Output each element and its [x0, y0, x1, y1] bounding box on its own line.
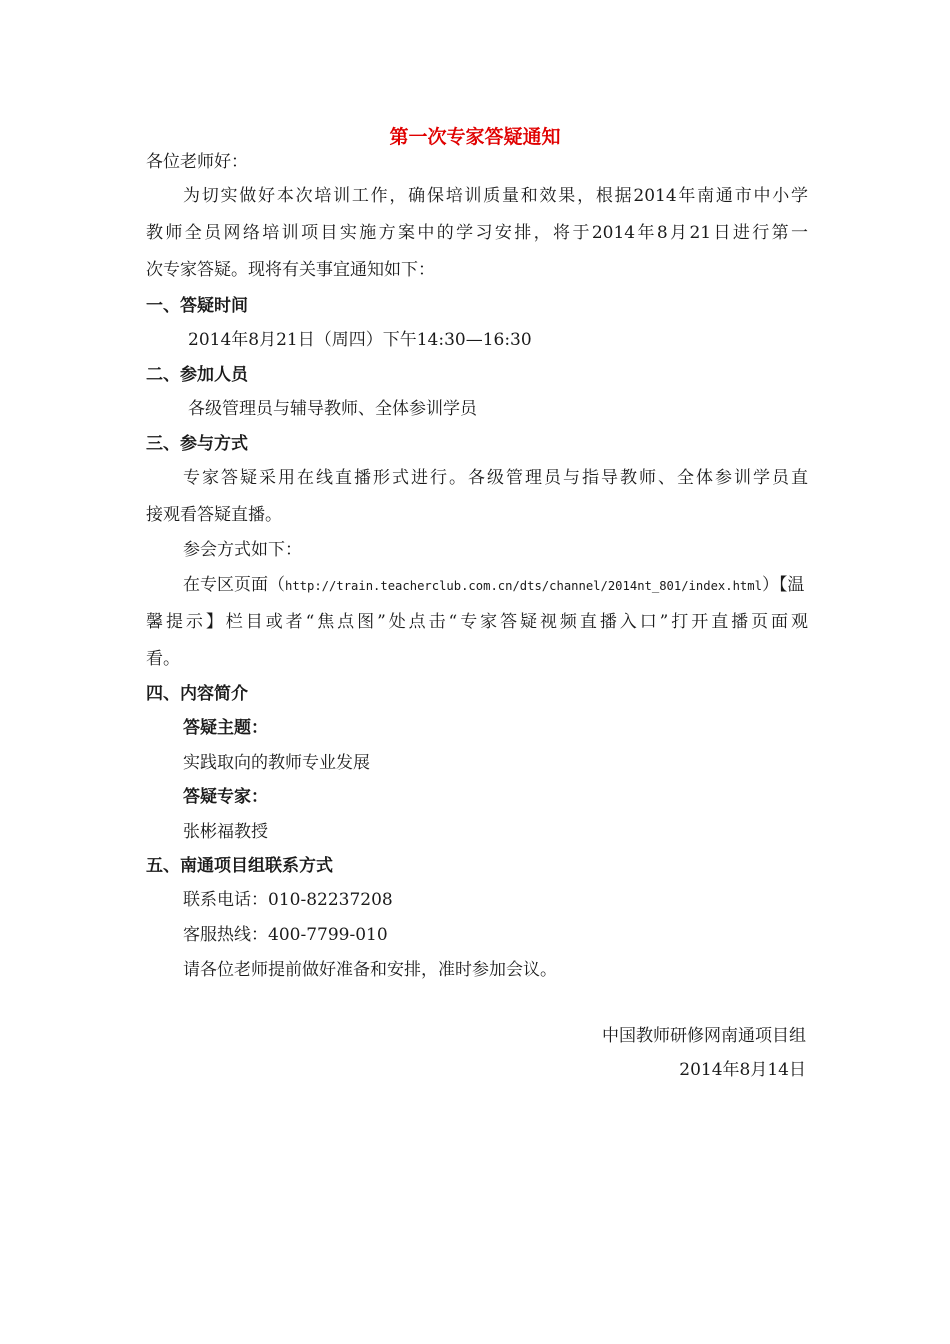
closing-text: 请各位老师提前做好准备和安排，准时参加会议。 [183, 960, 557, 980]
section-2-body: 各级管理员与辅导教师、全体参训学员 [188, 399, 477, 419]
section-1-body: 2014年8月21日（周四）下午14:30—16:30 [188, 330, 532, 350]
section-3-p1-line-1: 专家答疑采用在线直播形式进行。各级管理员与指导教师、全体参训学员直 [183, 468, 808, 488]
zone-page-url[interactable]: http://train.teacherclub.com.cn/dts/channel/2014nt_801/index.html [285, 579, 762, 593]
signature-date: 2014年8月14日 [679, 1060, 806, 1080]
section-3-p3-line-3: 看。 [146, 649, 180, 669]
expert-value: 张彬福教授 [183, 822, 268, 842]
section-3-p2: 参会方式如下： [183, 540, 302, 560]
contact-phone: 联系电话：010-82237208 [183, 890, 393, 910]
section-2-heading: 二、参加人员 [146, 365, 248, 385]
intro-line-1: 为切实做好本次培训工作，确保培训质量和效果，根据2014年南通市中小学 [183, 186, 808, 206]
intro-line-2: 教师全员网络培训项目实施方案中的学习安排，将于2014年8月21日进行第一 [146, 223, 808, 243]
notice-title: 第一次专家答疑通知 [389, 126, 561, 148]
section-1-heading: 一、答疑时间 [146, 296, 248, 316]
greeting: 各位老师好： [146, 152, 248, 172]
service-hotline: 客服热线：400-7799-010 [183, 925, 388, 945]
url-suffix: ）【温 [761, 575, 805, 595]
section-3-p3-line-1 [183, 573, 863, 598]
section-3-heading: 三、参与方式 [146, 434, 248, 454]
section-3-p1-line-2: 接观看答疑直播。 [146, 505, 282, 525]
topic-label: 答疑主题： [183, 718, 268, 738]
section-5-heading: 五、南通项目组联系方式 [146, 856, 333, 876]
expert-label: 答疑专家： [183, 787, 268, 807]
section-4-heading: 四、内容简介 [146, 684, 248, 704]
topic-value: 实践取向的教师专业发展 [183, 753, 370, 773]
section-3-p3-line-2: 馨提示】栏目或者“焦点图”处点击“专家答疑视频直播入口”打开直播页面观 [146, 612, 808, 632]
intro-line-3: 次专家答疑。现将有关事宜通知如下： [146, 260, 435, 280]
url-prefix: 在专区页面（ [183, 575, 285, 595]
signature-org: 中国教师研修网南通项目组 [602, 1026, 806, 1046]
